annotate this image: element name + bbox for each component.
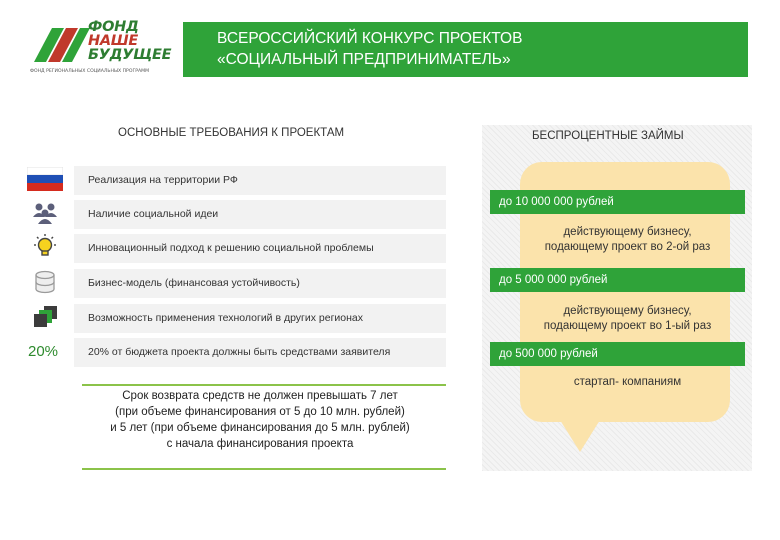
term-line: (при объеме финансирования от 5 до 10 млн. рублей) (115, 406, 405, 418)
requirement-row: 20% от бюджета проекта должны быть средствами заявителя (74, 338, 446, 367)
loan-description-line: действующему бизнесу, (563, 226, 692, 238)
repayment-term-note (60, 388, 460, 452)
logo-mark-icon (30, 22, 90, 66)
database-stack-icon (26, 267, 64, 297)
loan-description-line: действующему бизнесу, (563, 305, 692, 317)
loan-amount-bar: до 5 000 000 рублей (490, 268, 745, 292)
header-title-line1: ВСЕРОССИЙСКИЙ КОНКУРС ПРОЕКТОВ (217, 30, 523, 47)
logo-subtitle: ФОНД РЕГИОНАЛЬНЫХ СОЦИАЛЬНЫХ ПРОГРАММ (30, 69, 150, 74)
divider (82, 468, 446, 470)
logo (30, 19, 180, 80)
loan-description (510, 225, 745, 255)
people-group-icon (26, 198, 64, 228)
divider (82, 384, 446, 386)
lightbulb-icon (26, 232, 64, 262)
requirement-row: Наличие социальной идеи (74, 200, 446, 229)
term-line: с начала финансирования проекта (166, 438, 354, 450)
term-line: и 5 лет (при объеме финансирования до 5 млн. рублей) (110, 422, 410, 434)
loan-description (510, 375, 745, 390)
loan-description-line: подающему проект во 1-ый раз (543, 320, 712, 332)
percent-badge-icon: 20% (28, 343, 59, 360)
stacked-squares-icon (26, 302, 64, 332)
header-banner (183, 22, 748, 77)
requirement-row: Реализация на территории РФ (74, 166, 446, 195)
logo-name-line: БУДУЩЕЕ (88, 47, 172, 63)
header-title-line2: «СОЦИАЛЬНЫЙ ПРЕДПРИНИМАТЕЛЬ» (217, 51, 511, 68)
loan-amount-bar: до 10 000 000 рублей (490, 190, 745, 214)
requirement-row: Возможность применения технологий в других регионах (74, 304, 446, 333)
loan-description-line: подающему проект во 2-ой раз (544, 241, 711, 253)
logo-name-line: ФОНД (88, 19, 139, 35)
term-line: Срок возврата средств не должен превышать 7 лет (122, 390, 398, 402)
loans-title: БЕСПРОЦЕНТНЫЕ ЗАЙМЫ (532, 130, 684, 142)
loan-description-line: стартап- компаниям (573, 376, 682, 388)
speech-bubble-tail (560, 420, 600, 452)
requirement-row: Бизнес-модель (финансовая устойчивость) (74, 269, 446, 298)
russia-flag-icon (26, 164, 64, 194)
logo-name-line: НАШЕ (88, 33, 138, 49)
logo-name (88, 20, 188, 62)
requirement-row: Инновационный подход к решению социальной проблемы (74, 234, 446, 263)
loan-amount-bar: до 500 000 рублей (490, 342, 745, 366)
loan-description (510, 304, 745, 334)
requirements-title: ОСНОВНЫЕ ТРЕБОВАНИЯ К ПРОЕКТАМ (118, 127, 345, 139)
